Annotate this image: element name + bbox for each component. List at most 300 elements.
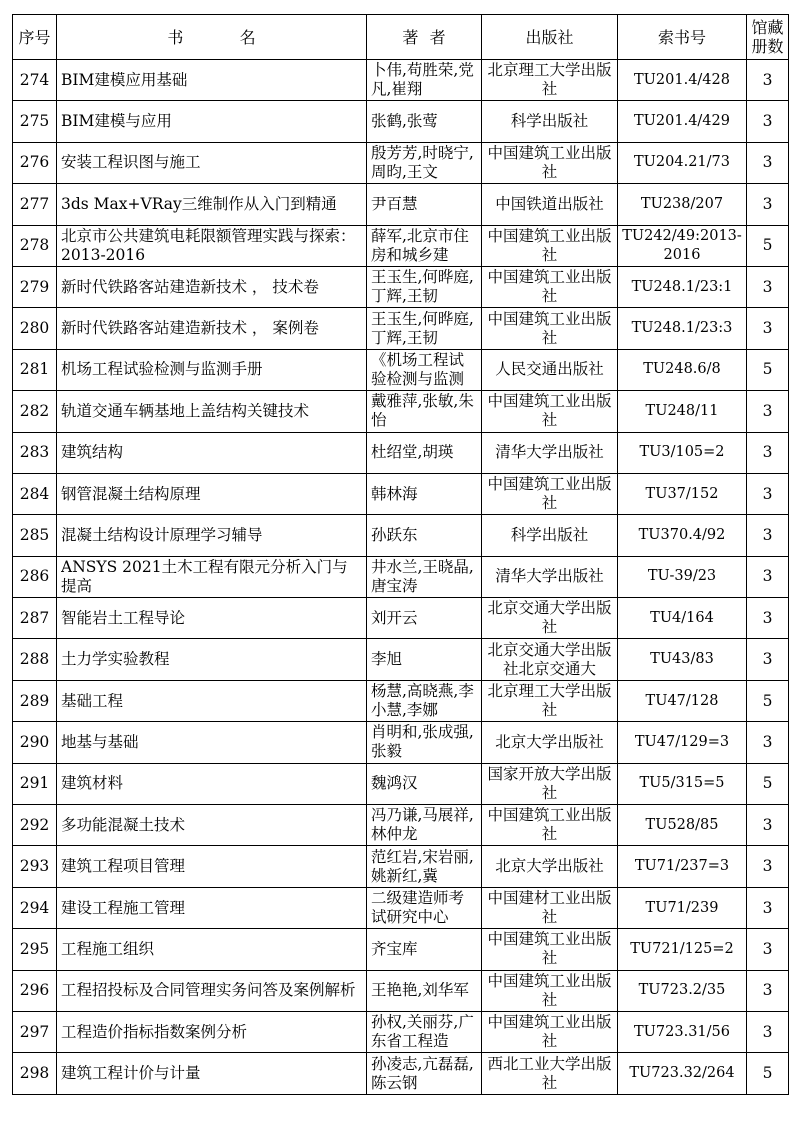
cell-call-number [618,763,747,804]
cell-copies-text: 3 [762,650,773,669]
cell-no [13,970,57,1011]
cell-call-number-text: TU238/207 [640,195,724,212]
cell-publisher [482,1011,618,1052]
cell-no-text: 285 [19,525,50,544]
cell-publisher-text: 中国建筑工业出版社 [487,309,612,347]
cell-call-number [618,598,747,639]
cell-title [57,763,367,804]
cell-call-number [618,680,747,721]
cell-author-text: 王玉生,何晔庭,丁辉,王韧 [371,268,474,306]
cell-author-text: 刘开云 [371,608,418,627]
cell-publisher [482,639,618,680]
cell-call-number [618,225,747,266]
cell-publisher [482,763,618,804]
cell-call-number [618,266,747,307]
cell-publisher-text: 中国建筑工业出版社 [487,143,612,181]
cell-author [367,556,482,597]
cell-copies-text: 3 [762,525,773,544]
cell-copies-text: 3 [762,608,773,627]
cell-no-text: 289 [19,691,50,710]
cell-author [367,266,482,307]
cell-title [57,680,367,721]
cell-copies-text: 3 [762,857,773,876]
cell-call-number-text: TU47/129=3 [634,733,730,750]
cell-title [57,142,367,183]
cell-title-text: BIM建模应用基础 [61,70,188,89]
cell-title-text: 安装工程识图与施工 [61,153,201,172]
cell-no-text: 283 [19,443,50,462]
cell-publisher [482,391,618,432]
cell-copies-text: 3 [762,815,773,834]
cell-no [13,680,57,721]
cell-no [13,349,57,390]
cell-copies-text: 5 [762,360,773,379]
table-row [13,142,789,183]
cell-copies [747,1053,789,1094]
table-row [13,805,789,846]
cell-call-number-text: TU43/83 [650,651,714,668]
cell-publisher-text: 中国建筑工业出版社 [487,226,612,264]
cell-call-number [618,887,747,928]
cell-no-text: 277 [19,194,50,213]
cell-copies [747,432,789,473]
cell-publisher [482,680,618,721]
cell-call-number [618,1011,747,1052]
cell-no [13,639,57,680]
cell-call-number-text: TU-39/23 [647,568,717,585]
cell-author [367,970,482,1011]
cell-title [57,473,367,514]
cell-call-number-text: TU242/49:2013-2016 [622,227,742,263]
cell-copies-text: 3 [762,70,773,89]
cell-title-text: 新时代铁路客站建造新技术 ， 技术卷 [61,277,319,296]
cell-copies [747,142,789,183]
cell-author [367,1053,482,1094]
cell-no [13,432,57,473]
cell-copies [747,846,789,887]
cell-copies-text: 3 [762,567,773,586]
cell-publisher [482,805,618,846]
cell-call-number-text: TU723.31/56 [634,1023,730,1040]
cell-call-number-text: TU248.6/8 [643,361,721,378]
cell-title-text: 建设工程施工管理 [61,898,186,917]
cell-call-number [618,142,747,183]
cell-call-number [618,473,747,514]
cell-call-number-text: TU723.2/35 [638,982,726,999]
table-row [13,970,789,1011]
cell-publisher [482,60,618,101]
cell-copies [747,225,789,266]
cell-publisher [482,349,618,390]
cell-title [57,184,367,225]
cell-title [57,846,367,887]
cell-call-number-text: TU721/125=2 [630,940,734,957]
cell-title-text: 机场工程试验检测与监测手册 [61,360,263,379]
cell-author-text: 冯乃谦,马展祥,林仲龙 [371,806,474,844]
cell-title [57,887,367,928]
cell-copies [747,349,789,390]
cell-author [367,763,482,804]
cell-author-text: 殷芳芳,时晓宁,周昀,王文 [371,143,474,181]
cell-publisher-text: 北京理工大学出版社 [487,682,612,720]
cell-call-number [618,101,747,142]
cell-no-text: 292 [19,815,50,834]
cell-call-number-text: TU5/315=5 [639,775,725,792]
cell-copies-text: 3 [762,401,773,420]
cell-copies-text: 5 [762,774,773,793]
cell-publisher [482,515,618,556]
table-row [13,266,789,307]
cell-title-text: 基础工程 [61,691,124,710]
cell-no [13,308,57,349]
cell-publisher [482,929,618,970]
cell-author [367,805,482,846]
cell-author-text: 杜绍堂,胡瑛 [371,443,454,462]
cell-author [367,432,482,473]
cell-call-number [618,929,747,970]
cell-title-text: 建筑工程计价与计量 [61,1064,201,1083]
table-row [13,887,789,928]
cell-call-number [618,515,747,556]
cell-author-text: 《机场工程试验检测与监测 [371,350,465,388]
cell-call-number [618,60,747,101]
cell-call-number [618,391,747,432]
cell-author [367,349,482,390]
cell-title [57,805,367,846]
cell-no [13,722,57,763]
cell-author [367,473,482,514]
cell-no [13,887,57,928]
cell-copies [747,639,789,680]
cell-title-text: BIM建模与应用 [61,112,172,131]
cell-copies-text: 3 [762,443,773,462]
cell-author-text: 范红岩,宋岩丽,姚新红,冀 [371,847,474,885]
cell-author-text: 井水兰,王晓晶,唐宝涛 [371,557,474,595]
cell-title-text: 土力学实验教程 [61,650,170,669]
cell-publisher-text: 中国铁道出版社 [495,194,604,213]
table-row [13,1053,789,1094]
header-title [57,15,367,60]
cell-no-text: 294 [19,898,50,917]
cell-author [367,598,482,639]
cell-call-number-text: TU723.32/264 [629,1065,735,1082]
cell-title [57,970,367,1011]
cell-publisher-text: 中国建筑工业出版社 [487,268,612,306]
cell-copies [747,805,789,846]
cell-call-number [618,970,747,1011]
cell-publisher-text: 西北工业大学出版社 [487,1054,612,1092]
cell-author-text: 魏鸿汉 [371,774,418,793]
cell-publisher [482,473,618,514]
cell-author-text: 孙权,关丽芬,广东省工程造 [371,1013,474,1051]
cell-no [13,266,57,307]
cell-no-text: 276 [19,153,50,172]
cell-call-number-text: TU248.1/23:3 [631,320,733,337]
cell-no [13,805,57,846]
cell-title-text: 混凝土结构设计原理学习辅导 [61,525,263,544]
cell-no [13,101,57,142]
cell-title-text: 新时代铁路客站建造新技术 ， 案例卷 [61,319,319,338]
cell-publisher-text: 人民交通出版社 [495,360,604,379]
cell-title-text: 钢管混凝土结构原理 [61,484,201,503]
cell-author-text: 杨慧,高晓燕,李小慧,李娜 [371,682,474,720]
cell-author-text: 卜伟,苟胜荣,党凡,崔翔 [371,61,474,99]
cell-author [367,887,482,928]
header-copies-line2: 册数 [751,37,784,56]
cell-no-text: 282 [19,401,50,420]
cell-publisher-text: 北京交通大学出版社北京交通大 [487,640,612,678]
cell-title-text: 3ds Max+VRay三维制作从入门到精通 [61,194,337,213]
cell-title-text: 工程招投标及合同管理实务问答及案例解析 [61,981,356,1000]
cell-copies [747,308,789,349]
cell-author-text: 薛军,北京市住房和城乡建 [371,226,469,264]
cell-no-text: 290 [19,732,50,751]
cell-author [367,515,482,556]
cell-no [13,391,57,432]
table-row [13,60,789,101]
cell-publisher [482,266,618,307]
cell-title [57,391,367,432]
cell-author-text: 二级建造师考试研究中心 [371,889,465,926]
cell-no-text: 275 [19,112,50,131]
table-row [13,101,789,142]
cell-title-text: 北京市公共建筑电耗限额管理实践与探索： 2013-2016 [61,226,356,264]
table-row [13,929,789,970]
cell-author-text: 戴雅萍,张敏,朱怡 [371,392,474,430]
cell-publisher-text: 北京理工大学出版社 [487,61,612,99]
cell-no-text: 288 [19,650,50,669]
cell-author [367,60,482,101]
cell-publisher [482,308,618,349]
cell-no [13,846,57,887]
cell-copies [747,473,789,514]
table-row [13,473,789,514]
cell-no-text: 284 [19,484,50,503]
cell-call-number [618,432,747,473]
header-copies [747,15,789,60]
cell-copies-text: 3 [762,153,773,172]
header-copies-line1: 馆藏 [751,18,784,37]
header-author-text: 著者 [402,27,457,47]
cell-copies-text: 3 [762,194,773,213]
table-row [13,680,789,721]
cell-call-number [618,805,747,846]
cell-copies-text: 3 [762,898,773,917]
cell-publisher-text: 中国建筑工业出版社 [487,971,612,1009]
cell-publisher [482,722,618,763]
cell-author [367,142,482,183]
cell-copies [747,598,789,639]
book-list-table [12,14,789,1095]
cell-publisher [482,887,618,928]
cell-no [13,184,57,225]
cell-no-text: 279 [19,277,50,296]
cell-copies [747,101,789,142]
table-row [13,556,789,597]
cell-copies [747,184,789,225]
cell-author-text: 王艳艳,刘华军 [371,981,469,1000]
cell-title [57,225,367,266]
cell-title-text: 智能岩土工程导论 [61,608,186,627]
cell-publisher-text: 北京交通大学出版社 [487,599,612,637]
cell-no-text: 280 [19,319,50,338]
cell-copies-text: 3 [762,939,773,958]
cell-no-text: 297 [19,1022,50,1041]
cell-title [57,349,367,390]
cell-title [57,556,367,597]
cell-no [13,1053,57,1094]
cell-call-number-text: TU204.21/73 [634,154,730,171]
cell-author [367,639,482,680]
table-body [13,60,789,1095]
cell-call-number-text: TU248/11 [645,402,719,419]
cell-title [57,101,367,142]
cell-call-number-text: TU37/152 [645,485,719,502]
cell-author-text: 孙凌志,亢磊磊,陈云钢 [371,1054,474,1092]
cell-no [13,598,57,639]
cell-publisher-text: 科学出版社 [510,112,589,131]
table-row [13,763,789,804]
cell-title [57,1011,367,1052]
table-row [13,1011,789,1052]
cell-title-text: ANSYS 2021土木工程有限元分析入门与提高 [61,557,348,595]
cell-author-text: 尹百慧 [371,194,418,213]
cell-title [57,515,367,556]
cell-title-text: 建筑结构 [61,443,124,462]
cell-call-number-text: TU370.4/92 [638,526,726,543]
cell-copies [747,680,789,721]
cell-copies [747,515,789,556]
cell-call-number [618,846,747,887]
cell-title [57,60,367,101]
cell-no-text: 281 [19,360,50,379]
cell-call-number-text: TU201.4/429 [634,113,730,130]
cell-author [367,722,482,763]
cell-author-text: 齐宝库 [371,939,418,958]
cell-publisher-text: 中国建筑工业出版社 [487,1013,612,1051]
cell-publisher-text: 国家开放大学出版社 [487,764,612,802]
cell-copies-text: 3 [762,484,773,503]
cell-call-number [618,556,747,597]
cell-no-text: 298 [19,1064,50,1083]
cell-publisher [482,142,618,183]
cell-no [13,60,57,101]
header-title-text: 书 名 [167,27,282,47]
cell-no [13,763,57,804]
cell-publisher-text: 北京大学出版社 [495,857,604,876]
cell-copies [747,60,789,101]
cell-copies-text: 3 [762,277,773,296]
cell-title-text: 工程施工组织 [61,939,155,958]
table-row [13,349,789,390]
cell-call-number [618,308,747,349]
cell-call-number [618,349,747,390]
cell-publisher [482,225,618,266]
cell-copies [747,763,789,804]
table-row [13,722,789,763]
cell-title-text: 工程造价指标指数案例分析 [61,1022,248,1041]
cell-copies [747,266,789,307]
header-call-number: 索书号 [618,15,747,60]
cell-title [57,1053,367,1094]
cell-title [57,308,367,349]
cell-publisher-text: 中国建筑工业出版社 [487,392,612,430]
cell-author [367,225,482,266]
table-row [13,184,789,225]
cell-author-text: 孙跃东 [371,525,418,544]
cell-author-text: 李旭 [371,650,403,669]
cell-no [13,1011,57,1052]
cell-no-text: 278 [19,236,50,255]
cell-no-text: 293 [19,857,50,876]
cell-copies [747,391,789,432]
cell-title [57,266,367,307]
cell-copies-text: 3 [762,981,773,1000]
table-row [13,639,789,680]
cell-call-number [618,639,747,680]
cell-copies [747,929,789,970]
table-row [13,391,789,432]
cell-call-number [618,722,747,763]
cell-publisher-text: 中国建筑工业出版社 [487,930,612,968]
cell-call-number-text: TU4/164 [650,609,714,626]
cell-publisher-text: 中国建筑工业出版社 [487,806,612,844]
cell-publisher [482,846,618,887]
cell-call-number-text: TU248.1/23:1 [631,278,733,295]
cell-title-text: 多功能混凝土技术 [61,815,186,834]
header-no: 序号 [13,15,57,60]
cell-call-number-text: TU201.4/428 [634,71,730,88]
cell-author-text: 韩林海 [371,484,418,503]
cell-no-text: 274 [19,70,50,89]
cell-author-text: 张鹤,张莺 [371,112,438,131]
cell-author-text: 王玉生,何晔庭,丁辉,王韧 [371,309,474,347]
cell-title-text: 建筑工程项目管理 [61,857,186,876]
cell-copies-text: 3 [762,1022,773,1041]
cell-call-number-text: TU528/85 [645,816,719,833]
header-publisher: 出版社 [482,15,618,60]
cell-publisher [482,101,618,142]
table-row [13,515,789,556]
cell-author [367,1011,482,1052]
cell-title [57,639,367,680]
cell-copies [747,887,789,928]
header-author [367,15,482,60]
table-row [13,308,789,349]
cell-author [367,846,482,887]
cell-publisher [482,556,618,597]
cell-copies-text: 3 [762,112,773,131]
table-row [13,432,789,473]
cell-title [57,929,367,970]
cell-copies-text: 5 [762,1064,773,1083]
cell-call-number-text: TU3/105=2 [639,444,725,461]
cell-publisher-text: 科学出版社 [510,525,589,544]
cell-no [13,142,57,183]
cell-title-text: 建筑材料 [61,774,124,793]
cell-publisher [482,970,618,1011]
header-row [13,15,789,60]
cell-call-number [618,184,747,225]
cell-author [367,101,482,142]
cell-publisher-text: 中国建筑工业出版社 [487,475,612,513]
cell-no-text: 287 [19,608,50,627]
cell-publisher [482,598,618,639]
table-row [13,225,789,266]
cell-no [13,473,57,514]
cell-author [367,680,482,721]
cell-copies-text: 3 [762,319,773,338]
